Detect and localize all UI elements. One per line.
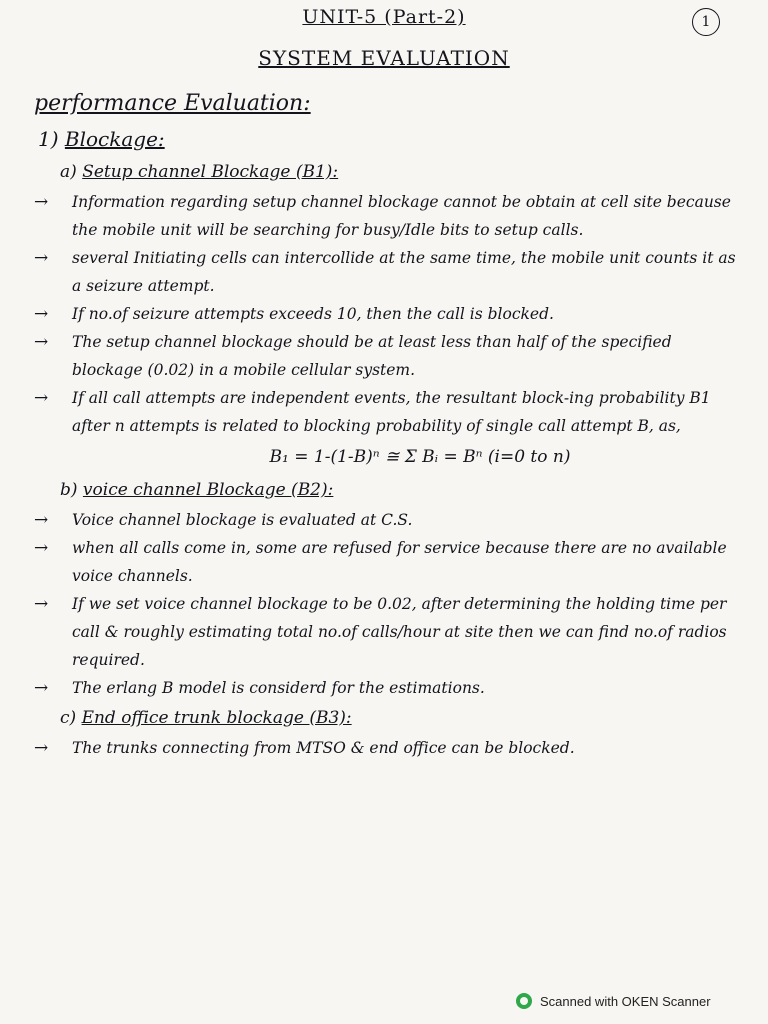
- voice-bullet-1: → Voice channel blockage is evaluated at C.S.: [34, 506, 746, 534]
- page-number: 1: [692, 8, 720, 36]
- setup-bullet-5: → If all call attempts are independent events, the resultant block-ing probability B1 after n attempts is related to blocking probability of single call attempt B, as,: [34, 384, 746, 440]
- arrow-icon: →: [34, 510, 49, 530]
- voice-bullet-4: → The erlang B model is considerd for the estimations.: [34, 674, 746, 702]
- setup-bullet-3: → If no.of seizure attempts exceeds 10, then the call is blocked.: [34, 300, 746, 328]
- arrow-icon: →: [34, 678, 49, 698]
- page-title: SYSTEM EVALUATION: [258, 46, 510, 70]
- section-blockage: 1) Blockage:: [38, 127, 165, 151]
- subsection-setup-channel: a) Setup channel Blockage (B1):: [60, 162, 339, 182]
- scanner-logo-icon: [516, 993, 532, 1009]
- arrow-icon: →: [34, 738, 49, 758]
- arrow-icon: →: [34, 332, 49, 352]
- setup-bullet-2: → several Initiating cells can intercollide at the same time, the mobile unit counts it as a seizure attempt.: [34, 244, 746, 300]
- scanner-watermark: Scanned with OKEN Scanner: [516, 990, 711, 1012]
- arrow-icon: →: [34, 538, 49, 558]
- notes-body: [34, 86, 746, 762]
- arrow-icon: →: [34, 388, 49, 408]
- blocking-formula: B₁ = 1-(1-B)ⁿ ≅ Σ Bᵢ = Bⁿ (i=0 to n): [269, 447, 571, 467]
- voice-bullet-3: → If we set voice channel blockage to be 0.02, after determining the holding time per call & roughly estimating total no.of calls/hour at site then we can find no.of radios required.: [34, 590, 746, 674]
- arrow-icon: →: [34, 248, 49, 268]
- arrow-icon: →: [34, 304, 49, 324]
- subsection-end-office-trunk: c) End office trunk blockage (B3):: [60, 708, 352, 728]
- end-office-bullet-1: → The trunks connecting from MTSO & end office can be blocked.: [34, 734, 746, 762]
- setup-bullet-4: → The setup channel blockage should be at least less than half of the specified blockage (0.02) in a mobile cellular system.: [34, 328, 746, 384]
- arrow-icon: →: [34, 192, 49, 212]
- subsection-voice-channel: b) voice channel Blockage (B2):: [60, 480, 334, 500]
- setup-bullet-1: → Information regarding setup channel blockage cannot be obtain at cell site because the mobile unit will be searching for busy/Idle bits to setup calls.: [34, 188, 746, 244]
- voice-bullet-2: → when all calls come in, some are refused for service because there are no available voice channels.: [34, 534, 746, 590]
- section-performance-evaluation: performance Evaluation:: [34, 91, 311, 116]
- arrow-icon: →: [34, 594, 49, 614]
- unit-heading: UNIT-5 (Part-2): [302, 6, 466, 28]
